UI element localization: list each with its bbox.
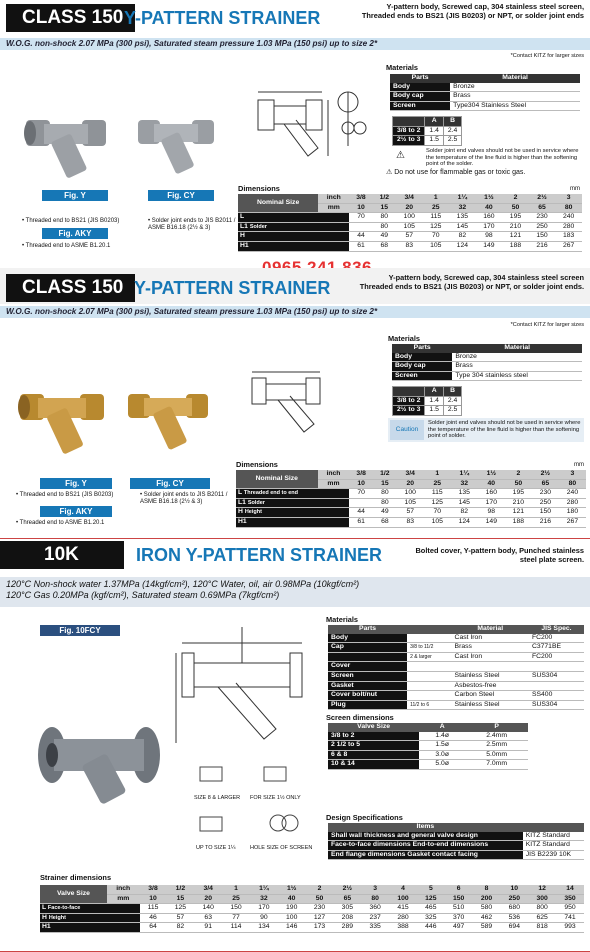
section-title: Y-PATTERN STRAINER xyxy=(134,278,331,298)
strainer-photo-cy-bronze xyxy=(124,384,214,462)
rating-band: W.O.G. non-shock 2.07 MPa (300 psi), Saturated steam pressure 1.03 MPa (150 psi) up to size 2* xyxy=(0,38,590,50)
materials-label: Materials xyxy=(386,63,419,72)
table-row: End flange dimensions Gasket contact facing JIS B2239 10K xyxy=(328,850,584,860)
table-row: 2½ to 3 1.5 2.5 xyxy=(393,136,462,146)
note-y: • Threaded end to BS21 (JIS B0203) xyxy=(16,492,114,498)
table-row: Body cap Brass xyxy=(392,362,582,372)
contact-note: *Contact KITZ for larger sizes xyxy=(510,322,584,328)
table-row: H1 64 82 91 114 134 146 173 289 335 388 446 497 589 694 818 993 xyxy=(40,923,584,933)
rating-line-1: 120°C Non-shock water 1.37MPa (14kgf/cm²), 120°C Water, oil, air 0.98MPa (10kgf/cm²) xyxy=(6,579,360,589)
section-description: Y-pattern body, Screwed cap, 304 stainless steel screen Threaded ends to BS21 (JIS B0203) or NPT, or solder joint ends. xyxy=(359,273,584,291)
materials-label: Materials xyxy=(388,334,421,343)
section-header xyxy=(0,268,590,304)
table-row: Cover xyxy=(328,662,584,672)
screen-dims-label: Screen dimensions xyxy=(326,713,394,722)
ab-table: A B 3/8 to 2 1.4 2.4 2½ to 3 1.5 2.5 xyxy=(392,386,462,416)
materials-table: Parts Material JIS Spec. Body Cast Iron FC200 Cap 3/8 to 11/2 Brass C3771BE 2 & larger Cast Iron FC200 Cover Screen Stainless Steel SUS304 Gasket Asbestos-free Cover bolt/nut Carbon Steel SS400 Plug 11/2 to 6 Stainless Steel SUS304 xyxy=(328,625,584,710)
table-row: L1 Solder 80 105 125 145 170 210 250 280 xyxy=(236,498,586,508)
class-label: 10K xyxy=(0,541,124,569)
class-label: CLASS 150 xyxy=(6,4,135,32)
strainer-photo-y xyxy=(22,106,114,186)
fig-cy-label: Fig. CY xyxy=(148,190,214,201)
section-header xyxy=(0,0,590,36)
flammable-warning: ⚠ Do not use for flammable gas or toxic gas. xyxy=(386,169,526,176)
table-row: Screen Type 304 stainless steel xyxy=(392,371,582,381)
strainer-photo-cy xyxy=(134,110,220,186)
table-row: H1 61 68 83 105 124 149 188 216 267 xyxy=(238,241,582,251)
strainer-dims-label: Strainer dimensions xyxy=(40,873,112,882)
table-row: Body cap Brass xyxy=(390,92,580,102)
rating-line-2: 120°C Gas 0.20MPa (kgf/cm²), Saturated steam 0.69MPa (7kgf/cm²) xyxy=(6,590,280,600)
table-row: H1 61 68 83 105 124 149 188 216 267 xyxy=(236,517,586,527)
table-row: Plug 11/2 to 6 Stainless Steel SUS304 xyxy=(328,700,584,710)
table-row: L1 Solder 80 105 125 145 170 210 250 280 xyxy=(238,222,582,232)
table-row: Screen Type304 Stainless Steel xyxy=(390,101,580,111)
dimensions-table: Nominal Size inch 3/8 1/2 3/4 1 1¼ 1½ 2 2½ 3 mm 10 15 20 25 32 40 50 65 80 L 70 80 100 115 135 160 195 230 240 L1 Solder 80 105 125 145 170 210 250 280 H 44 49 57 70 82 98 121 150 183 H1 61 68 83 105 124 149 188 216 267 xyxy=(238,194,582,252)
dimensions-label: Dimensions xyxy=(236,460,278,469)
table-row: H Height 44 49 57 70 82 98 121 150 180 xyxy=(236,508,586,518)
fig-y-label: Fig. Y xyxy=(40,478,112,489)
table-row: Body Bronze xyxy=(390,83,580,92)
strainer-drawing xyxy=(244,80,378,178)
table-row: L Threaded end to end 70 80 100 115 135 160 195 230 240 xyxy=(236,489,586,499)
table-row: L Face-to-face 115 125 140 150 170 190 230 305 360 415 465 510 580 680 800 950 xyxy=(40,904,584,914)
ab-table: A B 3/8 to 2 1.4 2.4 2½ to 3 1.5 2.5 xyxy=(392,116,462,146)
table-row: 2 & larger Cast Iron FC200 xyxy=(328,652,584,662)
table-row: Body Cast Iron FC200 xyxy=(328,634,584,643)
design-specs-label: Design Specifications xyxy=(326,813,403,822)
table-row: L 70 80 100 115 135 160 195 230 240 xyxy=(238,213,582,223)
table-row: 2½ to 3 1.5 2.5 xyxy=(393,406,462,416)
caution-text: Solder joint end valves should not be used in service where the temperature of the line fluid is higher than the softening point of solder. xyxy=(428,420,581,440)
section-class150-a xyxy=(0,0,590,268)
fig-10fcy-label: Fig. 10FCY xyxy=(40,625,120,636)
caution-text: Solder joint end valves should not be used in service where the temperature of the line fluid is higher than the softening point of the solder. xyxy=(426,148,579,168)
section-10k xyxy=(0,538,590,952)
table-row: Cover bolt/nut Carbon Steel SS400 xyxy=(328,691,584,701)
contact-note: *Contact KITZ for larger sizes xyxy=(510,53,584,59)
strainer-drawing xyxy=(172,623,322,753)
note-aky: • Threaded end to ASME B1.20.1 xyxy=(22,243,111,249)
flammable-text: Do not use for flammable gas or toxic gas. xyxy=(394,169,526,176)
table-row: 3/8 to 2 1.4ø 2.4mm xyxy=(328,732,528,741)
section-description: Bolted cover, Y-pattern body, Punched stainless steel plate screen. xyxy=(415,546,584,564)
dimensions-label: Dimensions xyxy=(238,184,280,193)
unit-mm: mm xyxy=(574,462,584,468)
section-header xyxy=(0,539,590,575)
note-y: • Threaded end to BS21 (JIS B0203) xyxy=(22,218,120,224)
screen-dims-table: Valve Size A P 3/8 to 2 1.4ø 2.4mm 2 1/2 to 5 1.5ø 2.5mm 6 & 8 3.0ø 5.0mm 10 & 14 5.0ø 7.0mm xyxy=(328,723,528,770)
sketch-size1half-label: FOR SIZE 1½ ONLY xyxy=(250,795,301,801)
strainer-photo-10fcy xyxy=(34,711,164,811)
rating-band xyxy=(0,577,590,607)
table-row: Body Bronze xyxy=(392,353,582,362)
table-row: H Height 46 57 63 77 90 100 127 208 237 280 325 370 462 536 625 741 xyxy=(40,913,584,923)
unit-mm: mm xyxy=(570,186,580,192)
sketch-size8-label: SIZE 8 & LARGER xyxy=(194,795,241,801)
class-label: CLASS 150 xyxy=(6,274,135,302)
strainer-dims-table: Valve Size inch 3/8 1/2 3/4 1 1¼ 1½ 2 2½ 3 4 5 6 8 10 12 14 mm 10 15 20 25 32 40 50 65 80 100 125 150 200 250 300 350 L Face-to-face 115 125 140 150 170 190 230 305 360 415 465 510 580 680 800 950 H Height 46 57 63 77 90 100 127 208 237 280 325 370 462 536 625 741 H1 64 82 91 114 134 146 173 289 335 388 446 497 589 694 818 993 xyxy=(40,885,584,933)
table-row: 10 & 14 5.0ø 7.0mm xyxy=(328,760,528,770)
table-row: Screen Stainless Steel SUS304 xyxy=(328,671,584,681)
table-row: H 44 49 57 70 82 98 121 150 183 xyxy=(238,232,582,242)
note-cy: • Solder joint ends to JIS B2011 / ASME B16.18 (2½ & 3) xyxy=(140,492,228,505)
design-specs-table: Items Shall wall thickness and general valve design KITZ Standard Face-to-face dimensions End-to-end dimensions KITZ Standard End flange dimensions Gasket contact facing JIS B2239 10K xyxy=(328,823,584,860)
caution-label: Caution xyxy=(390,420,424,440)
rating-band: W.O.G. non-shock 2.07 MPa (300 psi), Saturated steam pressure 1.03 MPa (150 psi) up to size 2* xyxy=(0,306,590,318)
table-row: 3/8 to 2 1.4 2.4 xyxy=(393,396,462,406)
materials-label: Materials xyxy=(326,615,359,624)
strainer-drawing xyxy=(248,366,328,440)
fig-aky-label: Fig. AKY xyxy=(42,228,108,239)
note-cy: • Solder joint ends to JIS B2011 / ASME B16.18 (2½ & 3) xyxy=(148,218,236,231)
section-class150-b xyxy=(0,268,590,536)
table-row: 6 & 8 3.0ø 5.0mm xyxy=(328,750,528,760)
materials-table: Parts Material Body Bronze Body cap Brass Screen Type304 Stainless Steel xyxy=(390,74,580,111)
fig-y-label: Fig. Y xyxy=(42,190,108,201)
dimensions-table: Nominal Size inch 3/8 1/2 3/4 1 1¼ 1½ 2 2½ 3 mm 10 15 20 25 32 40 50 65 80 L Threaded end to end 70 80 100 115 135 160 195 230 240 L1 Solder 80 105 125 145 170 210 250 280 H Height 44 49 57 70 82 98 121 150 180 H1 61 68 83 105 124 149 188 216 267 xyxy=(236,470,586,528)
detail-sketches xyxy=(190,763,320,853)
fig-cy-label: Fig. CY xyxy=(130,478,210,489)
fig-aky-label: Fig. AKY xyxy=(40,506,112,517)
materials-table: Parts Material Body Bronze Body cap Brass Screen Type 304 stainless steel xyxy=(392,344,582,381)
note-aky: • Threaded end to ASME B1.20.1 xyxy=(16,520,105,526)
table-row: Shall wall thickness and general valve design KITZ Standard xyxy=(328,832,584,841)
table-row: Cap 3/8 to 11/2 Brass C3771BE xyxy=(328,643,584,653)
section-title: IRON Y-PATTERN STRAINER xyxy=(136,545,383,565)
table-row: 3/8 to 2 1.4 2.4 xyxy=(393,126,462,136)
sketch-hole-label: HOLE SIZE OF SCREEN xyxy=(250,845,313,851)
caution-box xyxy=(388,418,584,442)
sketch-size1quarter-label: UP TO SIZE 1¼ xyxy=(196,845,236,851)
strainer-photo-y-bronze xyxy=(16,380,112,464)
table-row: Face-to-face dimensions End-to-end dimensions KITZ Standard xyxy=(328,841,584,851)
table-row: 2 1/2 to 5 1.5ø 2.5mm xyxy=(328,741,528,751)
section-description: Y-pattern body, Screwed cap, 304 stainless steel screen, Threaded ends to BS21 (JIS B0203) or NPT, or solder joint ends xyxy=(361,2,584,20)
table-row: Gasket Asbestos-free xyxy=(328,681,584,691)
warning-icon: ⚠ xyxy=(396,150,405,161)
section-title: Y-PATTERN STRAINER xyxy=(124,8,321,28)
